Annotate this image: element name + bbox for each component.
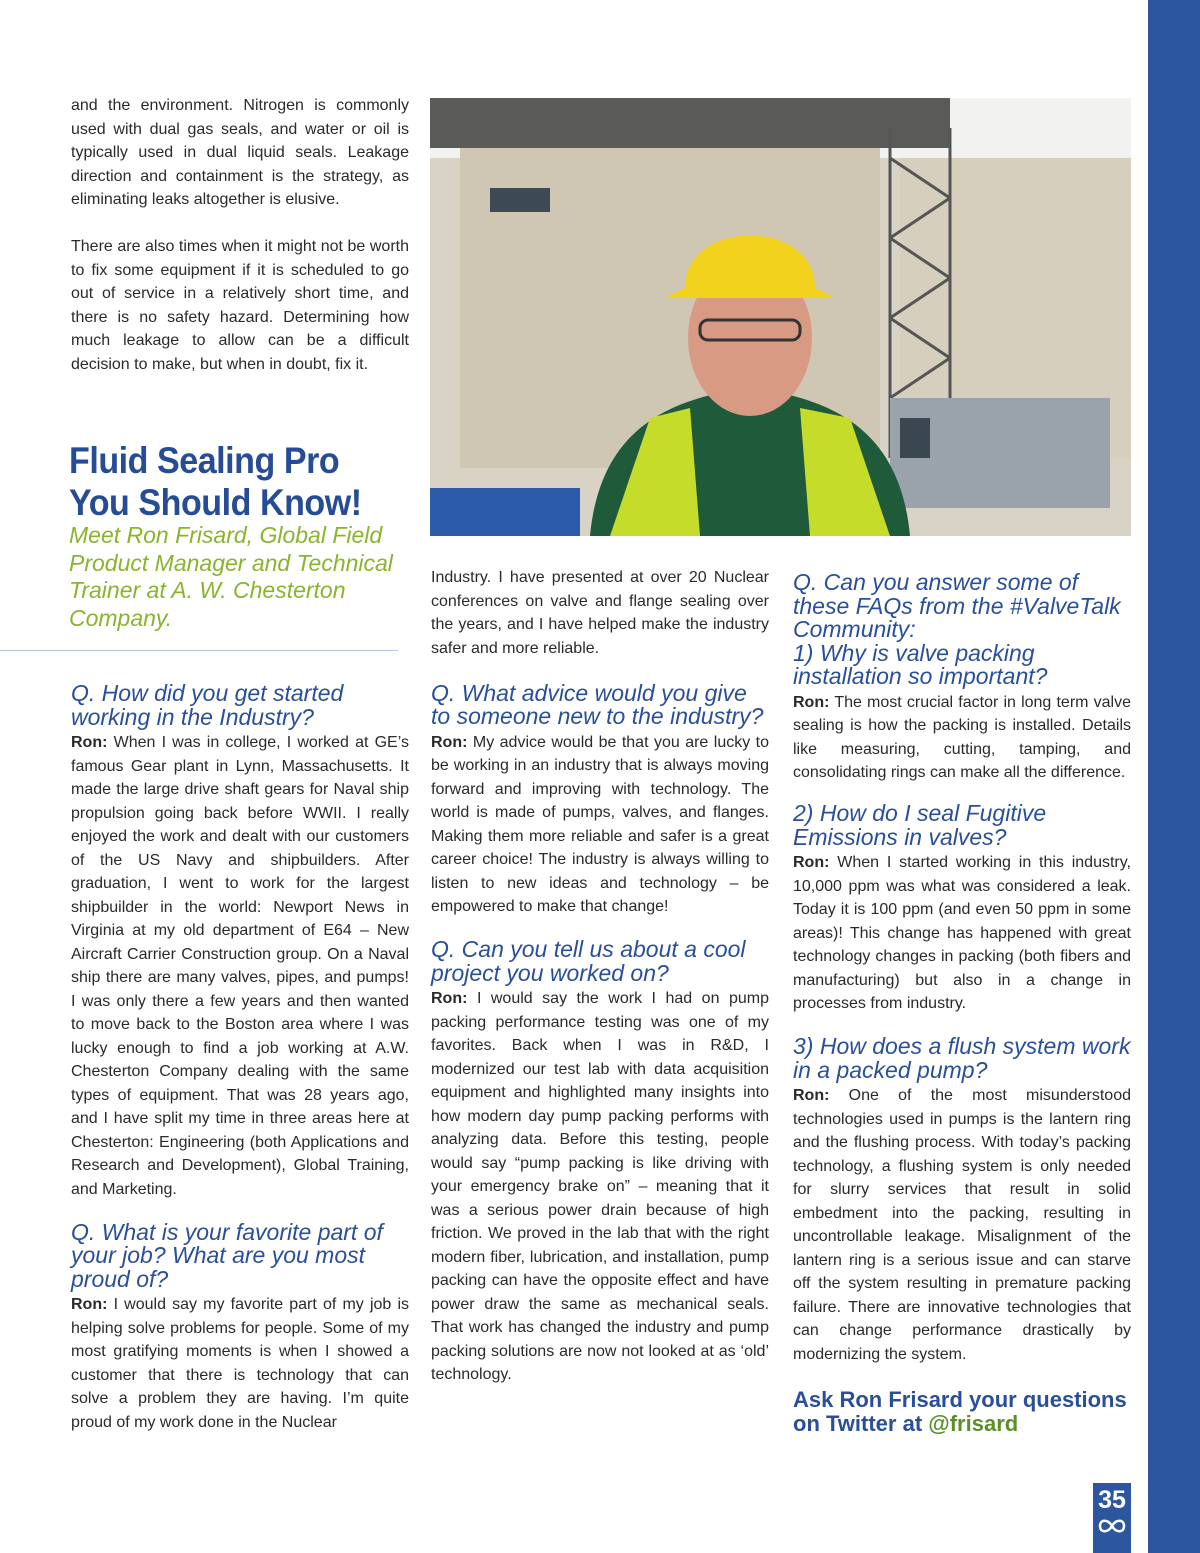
speaker-label: Ron: [793, 854, 830, 871]
page-number: 35 [1098, 1486, 1126, 1514]
column-right [793, 571, 1131, 1436]
answer-paragraph [793, 851, 1131, 1016]
answer-paragraph [793, 1084, 1131, 1366]
article-title: Fluid Sealing Pro You Should Know! [69, 440, 362, 523]
question-heading: Q. Can you tell us about a cool project you worked on? [431, 936, 746, 986]
infinity-logo-icon [1097, 1515, 1127, 1537]
intro-paragraph: There are also times when it might not be worth to fix some equipment if it is scheduled to go out of service in a relatively short time, and there is no safety hazard. Determining how much leakage to allow can be a difficult decision to make, but when in doubt, fix it. [71, 238, 409, 373]
answer-text: I would say the work I had on pump packing performance testing was one of my favorites. Back when I was in R&D, I modernized our test lab with data acquisition equipment and highlighted many insights into how modern day pump packing performs with analyzing data. Before this testing, people would say “pump packing is like driving with your emergency brake on” – meaning that it was a serious power drain because of high friction. We proved in the lab that with the right modern fiber, lubrication, and installation, pump packing can have the opposite effect and have power draw the same as mechanical seals. That work has changed the industry and pump packing solutions are now not looked at as ‘old’ technology. [431, 990, 769, 1383]
speaker-label: Ron: [431, 990, 468, 1007]
speaker-label: Ron: [71, 734, 108, 751]
column-left [71, 682, 409, 1458]
answer-text: I would say my favorite part of my job is helping solve problems for people. Some of my most gratifying moments is when I showed a customer that there is technology that can solve a problem they are having. I’m quite proud of my work done in the Nuclear [71, 1296, 409, 1431]
speaker-label: Ron: [793, 693, 830, 711]
answer-paragraph [71, 731, 409, 1201]
answer-text: My advice would be that you are lucky to be working in an industry that is always moving forward and improving with technology. The world is made of pumps, valves, and flanges. Making them more reliable and safer is a great career choice! The industry is always willing to listen to new ideas and technology – be empowered to make that change! [431, 733, 769, 915]
question-heading: Q. Can you answer some of these FAQs from the #ValveTalk Community: [793, 569, 1121, 642]
answer-text: When I started working in this industry, 10,000 ppm was what was considered a leak. Today it is 100 ppm (and even 50 ppm in some areas)! This change has happened with great technology changes in packing (both fibers and manufacturing) but also in a change in processes from industry. [793, 854, 1131, 1012]
question-heading: Q. What is your favorite part of your job? What are you most proud of? [71, 1218, 383, 1292]
speaker-label: Ron: [793, 1087, 830, 1104]
cta-text: Ask Ron Frisard your questions on Twitter at [793, 1387, 1127, 1436]
answer-continuation: Industry. I have presented at over 20 Nuclear conferences on valve and flange sealing over the years, and I have helped make the industry safer and more reliable. [431, 569, 769, 657]
question-heading: 3) How does a flush system work in a packed pump? [793, 1033, 1131, 1083]
portrait-photo [430, 98, 1131, 536]
question-heading: Q. How did you get started working in the Industry? [71, 680, 344, 730]
article-subtitle: Meet Ron Frisard, Global Field Product Manager and Technical Trainer at A. W. Chesterton Company. [69, 522, 393, 631]
intro-column [71, 94, 409, 400]
speaker-label: Ron: [71, 1296, 108, 1313]
answer-text: One of the most misunderstood technologies used in pumps is the lantern ring and the flushing process. With today’s packing technology, a flushing system is only needed for slurry services that result in solid embedment into the packing, resulting in uncontrollable leakage. Misalignment of the lantern ring is a serious issue and can starve off the system resulting in premature packing failure. There are innovative technologies that can change performance drastically by modernizing the system. [793, 1087, 1131, 1363]
sub-question-heading: 1) Why is valve packing installation so important? [793, 639, 1048, 689]
twitter-cta [793, 1388, 1131, 1436]
question-heading: 2) How do I seal Fugitive Emissions in valves? [793, 800, 1047, 850]
intro-paragraph: and the environment. Nitrogen is commonly used with dual gas seals, and water or oil is typically used in dual liquid seals. Leakage direction and containment is the strategy, as eliminating leaks altogether is elusive. [71, 97, 409, 208]
speaker-label: Ron: [431, 733, 468, 751]
answer-paragraph [793, 691, 1131, 785]
answer-paragraph [431, 987, 769, 1387]
answer-text: The most crucial factor in long term valve sealing is how the packing is installed. Details like measuring, cutting, tamping, and consolidating rings can make all the difference. [793, 693, 1131, 781]
answer-paragraph [71, 1293, 409, 1434]
page-edge-band [1148, 0, 1200, 1553]
page-number-box [1093, 1483, 1131, 1553]
twitter-handle-link[interactable]: @frisard [928, 1411, 1019, 1436]
answer-paragraph [431, 731, 769, 919]
answer-text: When I was in college, I worked at GE’s famous Gear plant in Lynn, Massachusetts. It made the large drive shaft gears for Naval ship propulsion going back before WWII. I really enjoyed the work and dealt with our customers of the US Navy and shipbuilders. After graduation, I went to work for the largest shipbuilder in the world: Newport News in Virginia at my old department of E64 – New Aircraft Carrier Construction group. On a Naval ship there are many valves, pipes, and pumps! I was only there a few years and then wanted to move back to the Boston area where I was lucky enough to find a job working at A.W. Chesterton Company dealing with the same types of equipment. That was 28 years ago, and I have split my time in three areas here at Chesterton: Engineering (both Applications and Research and Development), Global Training, and Marketing. [71, 734, 409, 1198]
divider [0, 650, 398, 651]
column-middle [431, 566, 769, 1410]
question-heading: Q. What advice would you give to someone new to the industry? [431, 679, 764, 729]
